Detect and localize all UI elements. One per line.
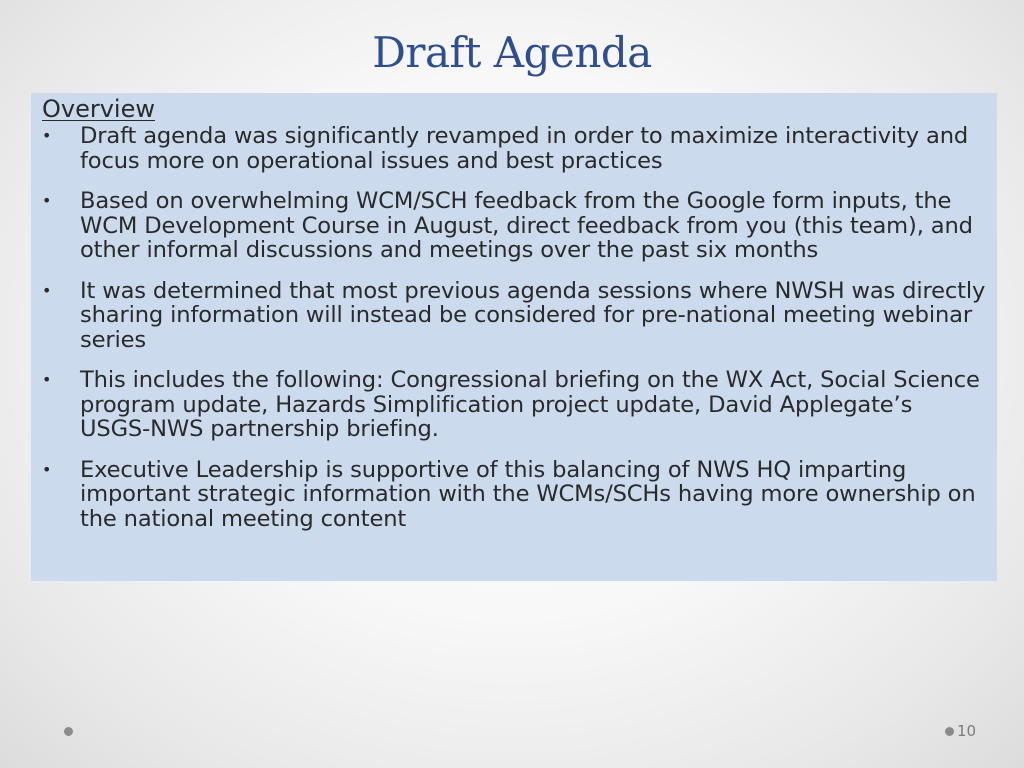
bullet-item bbox=[42, 279, 987, 353]
bullet-text: Based on overwhelming WCM/SCH feedback from the Google form inputs, the WCM Development Course in August, direct feedback from you (this team), and other informal discussions and meetings over the past six months bbox=[80, 188, 973, 263]
footer-dot-left-icon bbox=[64, 727, 73, 736]
slide-title: Draft Agenda bbox=[372, 28, 652, 77]
bullet-icon: • bbox=[42, 280, 52, 300]
bullet-icon: • bbox=[42, 370, 52, 389]
bullet-item bbox=[42, 458, 987, 532]
bullet-text: Executive Leadership is supportive of this balancing of NWS HQ imparting important strategic information with the WCMs/SCHs having more ownership on the national meeting content bbox=[80, 456, 976, 532]
bullet-item bbox=[42, 368, 987, 442]
footer-dot-right-icon bbox=[945, 727, 954, 736]
bullet-text: It was determined that most previous agenda sessions where NWSH was directly sharing information will instead be considered for pre-national meeting webinar series bbox=[80, 277, 986, 353]
page-number: 10 bbox=[957, 722, 977, 740]
overview-heading: Overview bbox=[42, 95, 155, 123]
bullet-text: Draft agenda was significantly revamped in order to maximize interactivity and focus more on operational issues and best practices bbox=[80, 123, 969, 174]
bullet-text: This includes the following: Congressional briefing on the WX Act, Social Science program update, Hazards Simplification project update, David Applegate’s USGS-NWS partnership briefing. bbox=[80, 367, 980, 442]
bullet-item bbox=[42, 189, 987, 263]
bullet-icon: • bbox=[42, 459, 52, 479]
bullet-icon: • bbox=[42, 191, 52, 210]
bullet-icon: • bbox=[42, 126, 52, 145]
bullet-item bbox=[42, 124, 987, 173]
content-box bbox=[31, 93, 997, 581]
bullet-list bbox=[42, 124, 987, 531]
